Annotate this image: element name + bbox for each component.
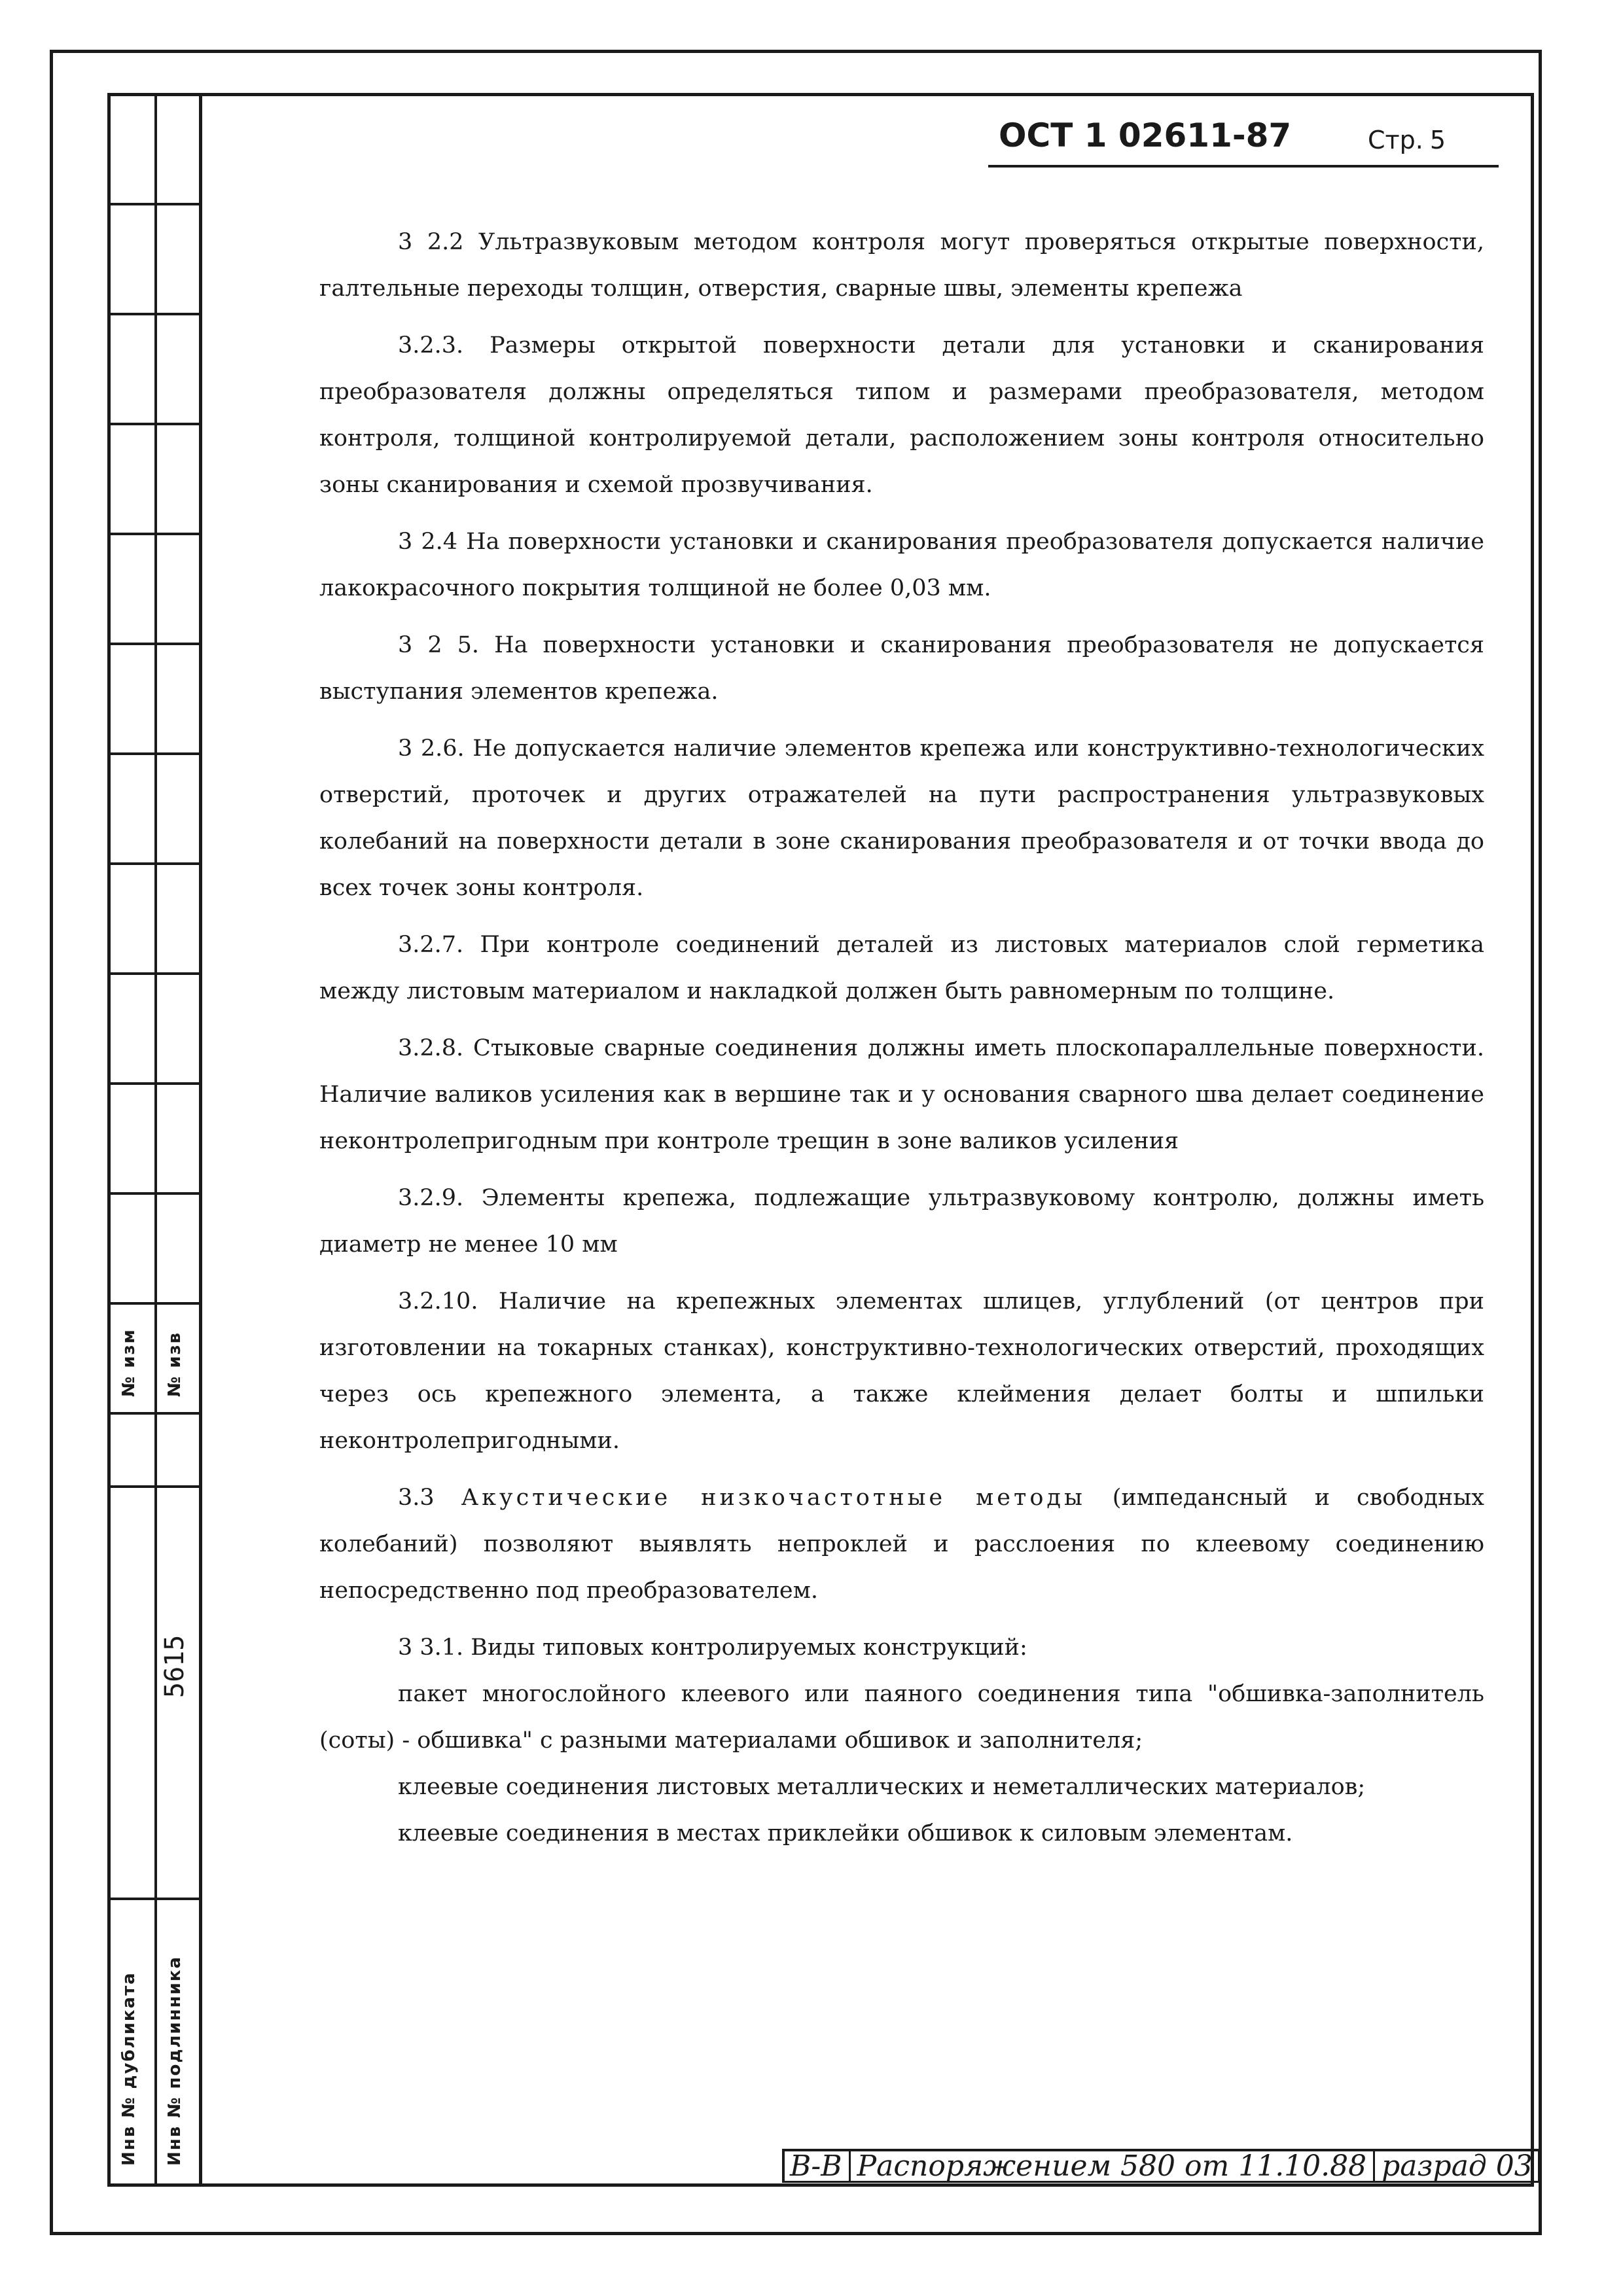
paragraph-3-3-text: (импедансный и свободных колебаний) позволяют выявлять непроклей и расслоения по клеевому соединению непосредственно под преобразователем. [319,1485,1484,1604]
paragraph-3-3-1: 3 3.1. Виды типовых контролируемых конструкций: [398,1634,1027,1661]
side-stamp-rule [107,423,202,425]
paragraph-3-2-4: 3 2.4 На поверхности установки и сканирования преобразователя допускается наличие лакокрасочного покрытия толщиной не более 0,03 мм. [319,529,1484,601]
list-item: клеевые соединения в местах приклейки обшивок к силовым элементам. [398,1820,1293,1846]
change-number-label: № изм [119,1328,139,1397]
side-stamp-rule [107,313,202,315]
paragraph-3-3 [319,1475,1484,1614]
paragraph-3-2-3: 3.2.3. Размеры открытой поверхности детали для установки и сканирования преобразователя должны определяться типом и размерами преобразователя, методом контроля, толщиной контролируемой детали, расположением зоны контроля относительно зоны сканирования и схемой прозвучивания. [319,332,1484,498]
side-stamp-rule [107,862,202,865]
paragraph-3-3-term: Акустические низкочастотные методы [461,1485,1086,1511]
notice-number-label: № изв [165,1331,185,1397]
paragraph-3-2-8: 3.2.8. Стыковые сварные соединения должны иметь плоскопараллельные поверхности. Наличие валиков усиления как в вершине так и у основания сварного шва делает соединение неконтролепригодным при контроле трещин в зоне валиков усиления [319,1035,1484,1154]
list-item: пакет многослойного клеевого или паяного соединения типа "обшивка-заполнитель (соты) - обшивка" с разными материалами обшивок и заполнителя; [319,1681,1484,1754]
revision-stamp-code: В-В [790,2149,851,2183]
page-number: 5 [1429,126,1446,154]
side-stamp-rule [107,203,202,205]
side-stamp-rule [107,1898,202,1900]
list-item: клеевые соединения листовых металлических и неметаллических материалов; [398,1774,1366,1800]
paragraph-3-2-5: 3 2 5. На поверхности установки и сканирования преобразователя не допускается выступания элементов крепежа. [319,632,1484,705]
page-indicator [1361,126,1446,154]
document-body [319,219,1484,1857]
paragraph-3-2-6: 3 2.6. Не допускается наличие элементов крепежа или конструктивно-технологических отверстий, проточек и других отражателей на пути распространения ультразвуковых колебаний на поверхности детали в зоне сканирования преобразователя и от точки ввода до всех точек зоны контроля. [319,735,1484,901]
side-stamp-column-divider [154,93,157,2187]
side-stamp-rule [107,1192,202,1195]
paragraph-3-2-9: 3.2.9. Элементы крепежа, подлежащие ультразвуковому контролю, должны иметь диаметр не менее 10 мм [319,1185,1484,1258]
revision-stamp-section: разрад 03 [1382,2149,1533,2183]
paragraph-3-2-10: 3.2.10. Наличие на крепежных элементах шлицев, углублений (от центров при изготовлении на токарных станках), конструктивно-технологических отверстий, проходящих через ось крепежного элемента, а также клеймения делает болты и шпильки неконтролепригодными. [319,1288,1484,1454]
document-code: ОСТ 1 02611-87 [999,116,1292,154]
side-stamp-rule [107,752,202,755]
side-stamp-rule [107,533,202,535]
paragraph-3-3-number: 3.3 [398,1485,435,1511]
side-stamp-rule [107,1485,202,1488]
original-inventory-label: Инв № подлинника [165,1956,185,2166]
side-stamp-rule [107,1412,202,1415]
header-underline [988,165,1499,168]
revision-stamp [782,2149,1541,2183]
side-stamp-rule [107,972,202,975]
revision-stamp-order: Распоряжением 580 от 11.10.88 [857,2149,1376,2183]
inventory-number: 5615 [160,1634,190,1698]
side-stamp-rule [107,1302,202,1305]
side-stamp-rule [107,643,202,645]
paragraph-3-2-7: 3.2.7. При контроле соединений деталей из листовых материалов слой герметика между листовым материалом и накладкой должен быть равномерным по толщине. [319,932,1484,1004]
page-label: Стр. [1368,126,1423,154]
duplicate-inventory-label: Инв № дубликата [119,1971,139,2166]
side-stamp-rule [107,1082,202,1085]
paragraph-3-2-2: 3 2.2 Ультразвуковым методом контроля могут проверяться открытые поверхности, галтельные переходы толщин, отверстия, сварные швы, элементы крепежа [319,229,1484,302]
